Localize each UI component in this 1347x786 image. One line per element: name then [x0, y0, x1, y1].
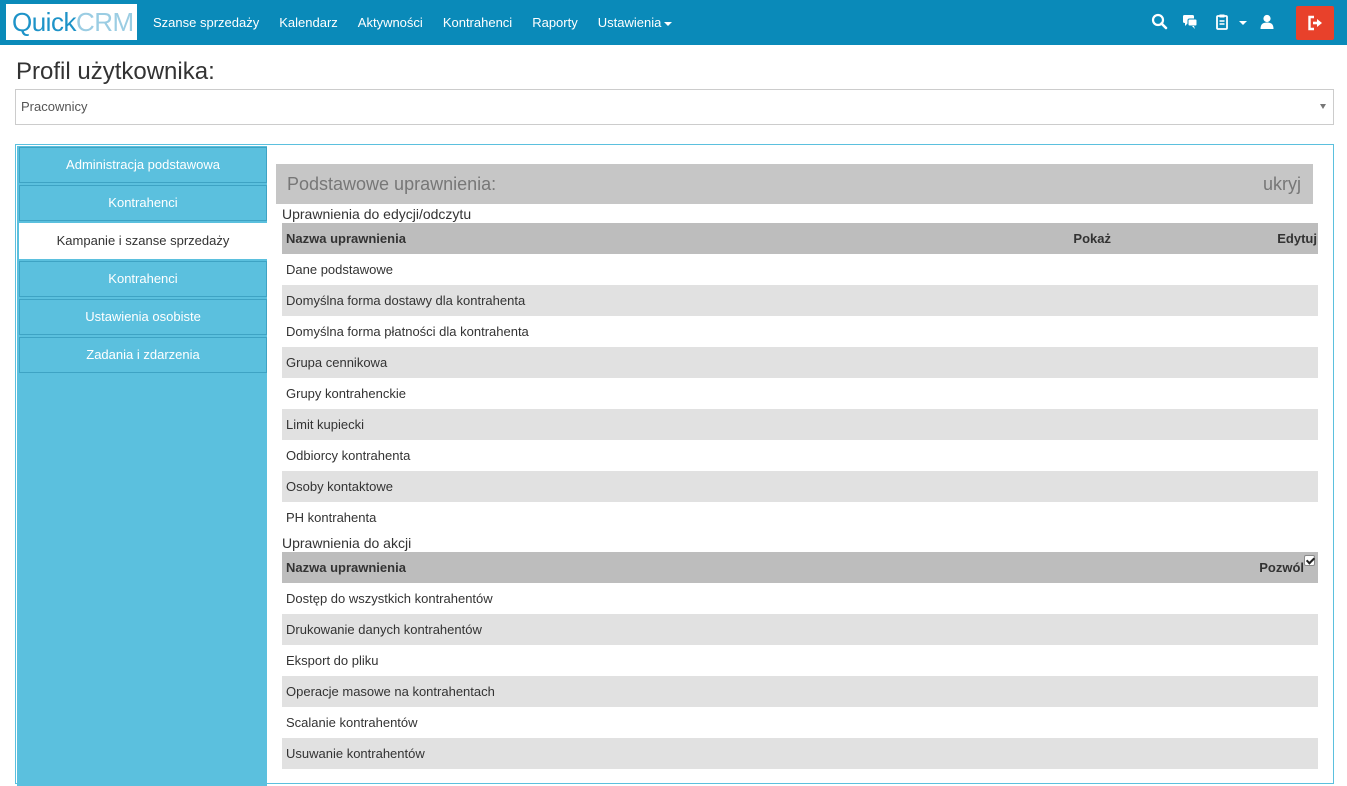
table-row — [282, 316, 1318, 347]
table-row — [282, 583, 1318, 614]
permission-name: Dane podstawowe — [286, 262, 393, 277]
column-header-edit: Edytuj — [1277, 231, 1317, 246]
table-row — [282, 409, 1318, 440]
sidebar — [17, 146, 267, 786]
table-row — [282, 502, 1318, 533]
search-icon[interactable] — [1151, 13, 1169, 31]
permission-name: Domyślna forma płatności dla kontrahenta — [286, 324, 529, 339]
select-all-checkbox[interactable] — [1304, 555, 1315, 566]
permission-name: Domyślna forma dostawy dla kontrahenta — [286, 293, 526, 308]
sidebar-item-personal-settings[interactable]: Ustawienia osobiste — [19, 299, 267, 335]
permission-name: Eksport do pliku — [286, 653, 379, 668]
page-title: Profil użytkownika: — [16, 58, 215, 85]
nav-item-activities[interactable]: Aktywności — [357, 15, 423, 30]
permission-name: Grupa cennikowa — [286, 355, 388, 370]
nav-item-settings[interactable] — [588, 0, 683, 45]
nav-settings-label: Ustawienia — [597, 15, 662, 30]
profile-select[interactable] — [15, 89, 1334, 125]
table-row — [282, 676, 1318, 707]
main-menu — [143, 0, 682, 45]
column-header-show: Pokaż — [1073, 231, 1111, 246]
permission-name: Scalanie kontrahentów — [286, 715, 418, 730]
nav-item-sales-opportunities[interactable]: Szanse sprzedaży — [153, 15, 260, 30]
column-header-name: Nazwa uprawnienia — [286, 560, 406, 575]
permission-name: PH kontrahenta — [286, 510, 377, 525]
table-row — [282, 614, 1318, 645]
clipboard-dropdown-chevron-icon[interactable] — [1239, 21, 1247, 25]
permission-name: Usuwanie kontrahentów — [286, 746, 425, 761]
action-permissions-title: Uprawnienia do akcji — [282, 535, 412, 551]
edit-permissions-title: Uprawnienia do edycji/odczytu — [282, 206, 472, 222]
table-row — [282, 285, 1318, 316]
table-row — [282, 378, 1318, 409]
table-row — [282, 645, 1318, 676]
edit-table-header — [282, 223, 1318, 254]
table-row — [282, 707, 1318, 738]
permission-name: Limit kupiecki — [286, 417, 365, 432]
user-icon[interactable] — [1258, 13, 1276, 31]
logo-text-crm: CRM — [75, 7, 134, 37]
table-row — [282, 440, 1318, 471]
logout-icon — [1307, 15, 1324, 31]
sidebar-item-contractors-2[interactable]: Kontrahenci — [19, 261, 267, 297]
clipboard-icon[interactable] — [1214, 13, 1232, 31]
sidebar-item-tasks-events[interactable]: Zadania i zdarzenia — [19, 337, 267, 373]
table-row — [282, 471, 1318, 502]
column-header-name: Nazwa uprawnienia — [286, 231, 406, 246]
nav-item-reports[interactable]: Raporty — [532, 15, 578, 30]
nav-item-calendar[interactable]: Kalendarz — [279, 15, 338, 30]
permission-name: Operacje masowe na kontrahentach — [286, 684, 495, 699]
permission-name: Grupy kontrahenckie — [286, 386, 406, 401]
chat-icon[interactable] — [1181, 13, 1199, 31]
section-header — [276, 164, 1313, 204]
column-header-allow: Pozwól — [1259, 560, 1304, 575]
table-row — [282, 347, 1318, 378]
action-table-header — [282, 552, 1318, 583]
profile-select-value: Pracownicy — [21, 99, 88, 114]
logo-text-quick: Quick — [12, 7, 76, 37]
chevron-down-icon — [664, 22, 672, 26]
permission-name: Drukowanie danych kontrahentów — [286, 622, 482, 637]
section-title: Podstawowe uprawnienia: — [287, 174, 497, 194]
permission-name: Osoby kontaktowe — [286, 479, 393, 494]
sidebar-item-campaigns[interactable]: Kampanie i szanse sprzedaży — [19, 223, 267, 259]
hide-toggle-link[interactable]: ukryj — [1262, 174, 1301, 194]
nav-item-contractors[interactable]: Kontrahenci — [442, 15, 513, 30]
permissions-panel — [15, 144, 1334, 784]
select-arrow-icon — [1320, 104, 1326, 109]
app-logo[interactable] — [6, 4, 137, 40]
sidebar-item-contractors[interactable]: Kontrahenci — [19, 185, 267, 221]
table-row — [282, 254, 1318, 285]
permission-name: Dostęp do wszystkich kontrahentów — [286, 591, 493, 606]
table-row — [282, 738, 1318, 769]
sidebar-item-basic-admin[interactable]: Administracja podstawowa — [19, 147, 267, 183]
logout-button[interactable] — [1296, 6, 1334, 40]
top-navbar — [0, 0, 1347, 45]
permission-name: Odbiorcy kontrahenta — [286, 448, 411, 463]
